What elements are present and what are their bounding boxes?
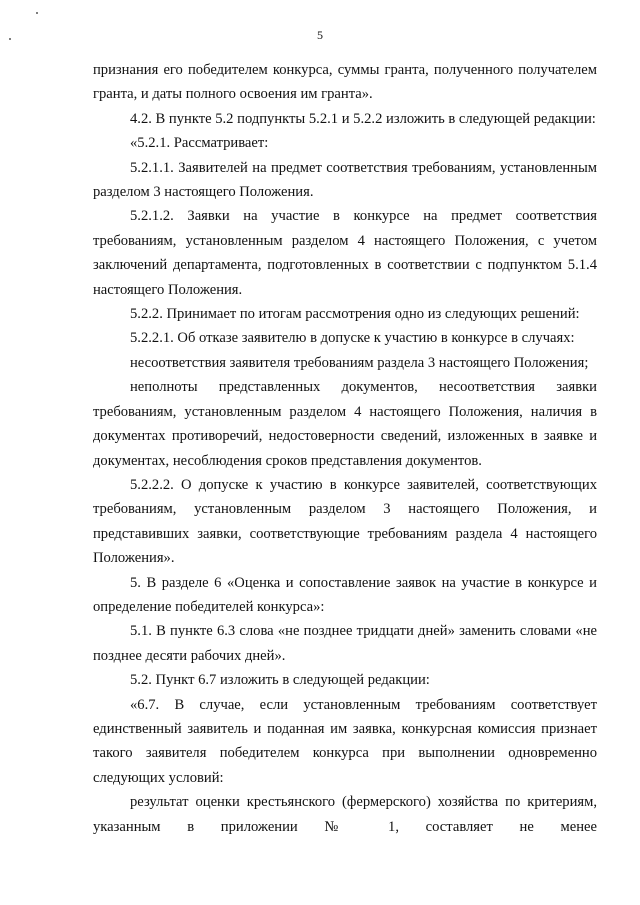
paragraph: 5.1. В пункте 6.3 слова «не позднее тридцати дней» заменить словами «не позднее десяти рабочих дней». — [93, 623, 597, 664]
paragraph: неполноты представленных документов, несоответствия заявки требованиям, установленным разделом 4 настоящего Положения, наличия в документах противоречий, недостоверности сведений, изложенных в заявке и документах, несоблюдения сроков представления документов. — [93, 379, 597, 469]
paragraph: 5. В разделе 6 «Оценка и сопоставление заявок на участие в конкурсе и определение победителей конкурса»: — [93, 574, 597, 615]
document-body — [93, 58, 597, 839]
paragraph: «6.7. В случае, если установленным требованиям соответствует единственный заявитель и поданная им заявка, конкурсная комиссия признает такого заявителя победителем конкурса при выполнении одновременно следующих условий: — [93, 696, 597, 786]
paragraph: «5.2.1. Рассматривает: — [130, 135, 269, 152]
paragraph: 5.2.2.1. Об отказе заявителю в допуске к участию в конкурсе в случаях: — [130, 330, 575, 347]
paragraph: признания его победителем конкурса, суммы гранта, полученного получателем гранта, и даты полного освоения им гранта». — [93, 62, 597, 103]
paragraph: результат оценки крестьянского (фермерского) хозяйства по критериям, указанным в приложении № 1, составляет не менее — [93, 794, 597, 835]
paragraph: 5.2.1.2. Заявки на участие в конкурсе на предмет соответствия требованиям, установленным разделом 4 настоящего Положения, с учетом заключений департамента, подготовленных в соответствии с подпунктом 5.1.4 настоящего Положения. — [93, 208, 597, 298]
paragraph: 5.2.2.2. О допуске к участию в конкурсе заявителей, соответствующих требованиям, установленным разделом 3 настоящего Положения, и представивших заявки, соответствующие требованиям раздела 4 настоящего Положения». — [93, 476, 597, 567]
paragraph: 5.2.2. Принимает по итогам рассмотрения одно из следующих решений: — [130, 306, 580, 323]
scan-speck — [36, 12, 38, 14]
paragraph: 4.2. В пункте 5.2 подпункты 5.2.1 и 5.2.2 изложить в следующей редакции: — [130, 110, 596, 127]
page-number: 5 — [317, 28, 323, 42]
paragraph: 5.2.1.1. Заявителей на предмет соответствия требованиям, установленным разделом 3 настоящего Положения. — [93, 159, 597, 201]
paragraph: 5.2. Пункт 6.7 изложить в следующей редакции: — [130, 672, 430, 689]
paragraph: несоответствия заявителя требованиям раздела 3 настоящего Положения; — [130, 354, 589, 371]
